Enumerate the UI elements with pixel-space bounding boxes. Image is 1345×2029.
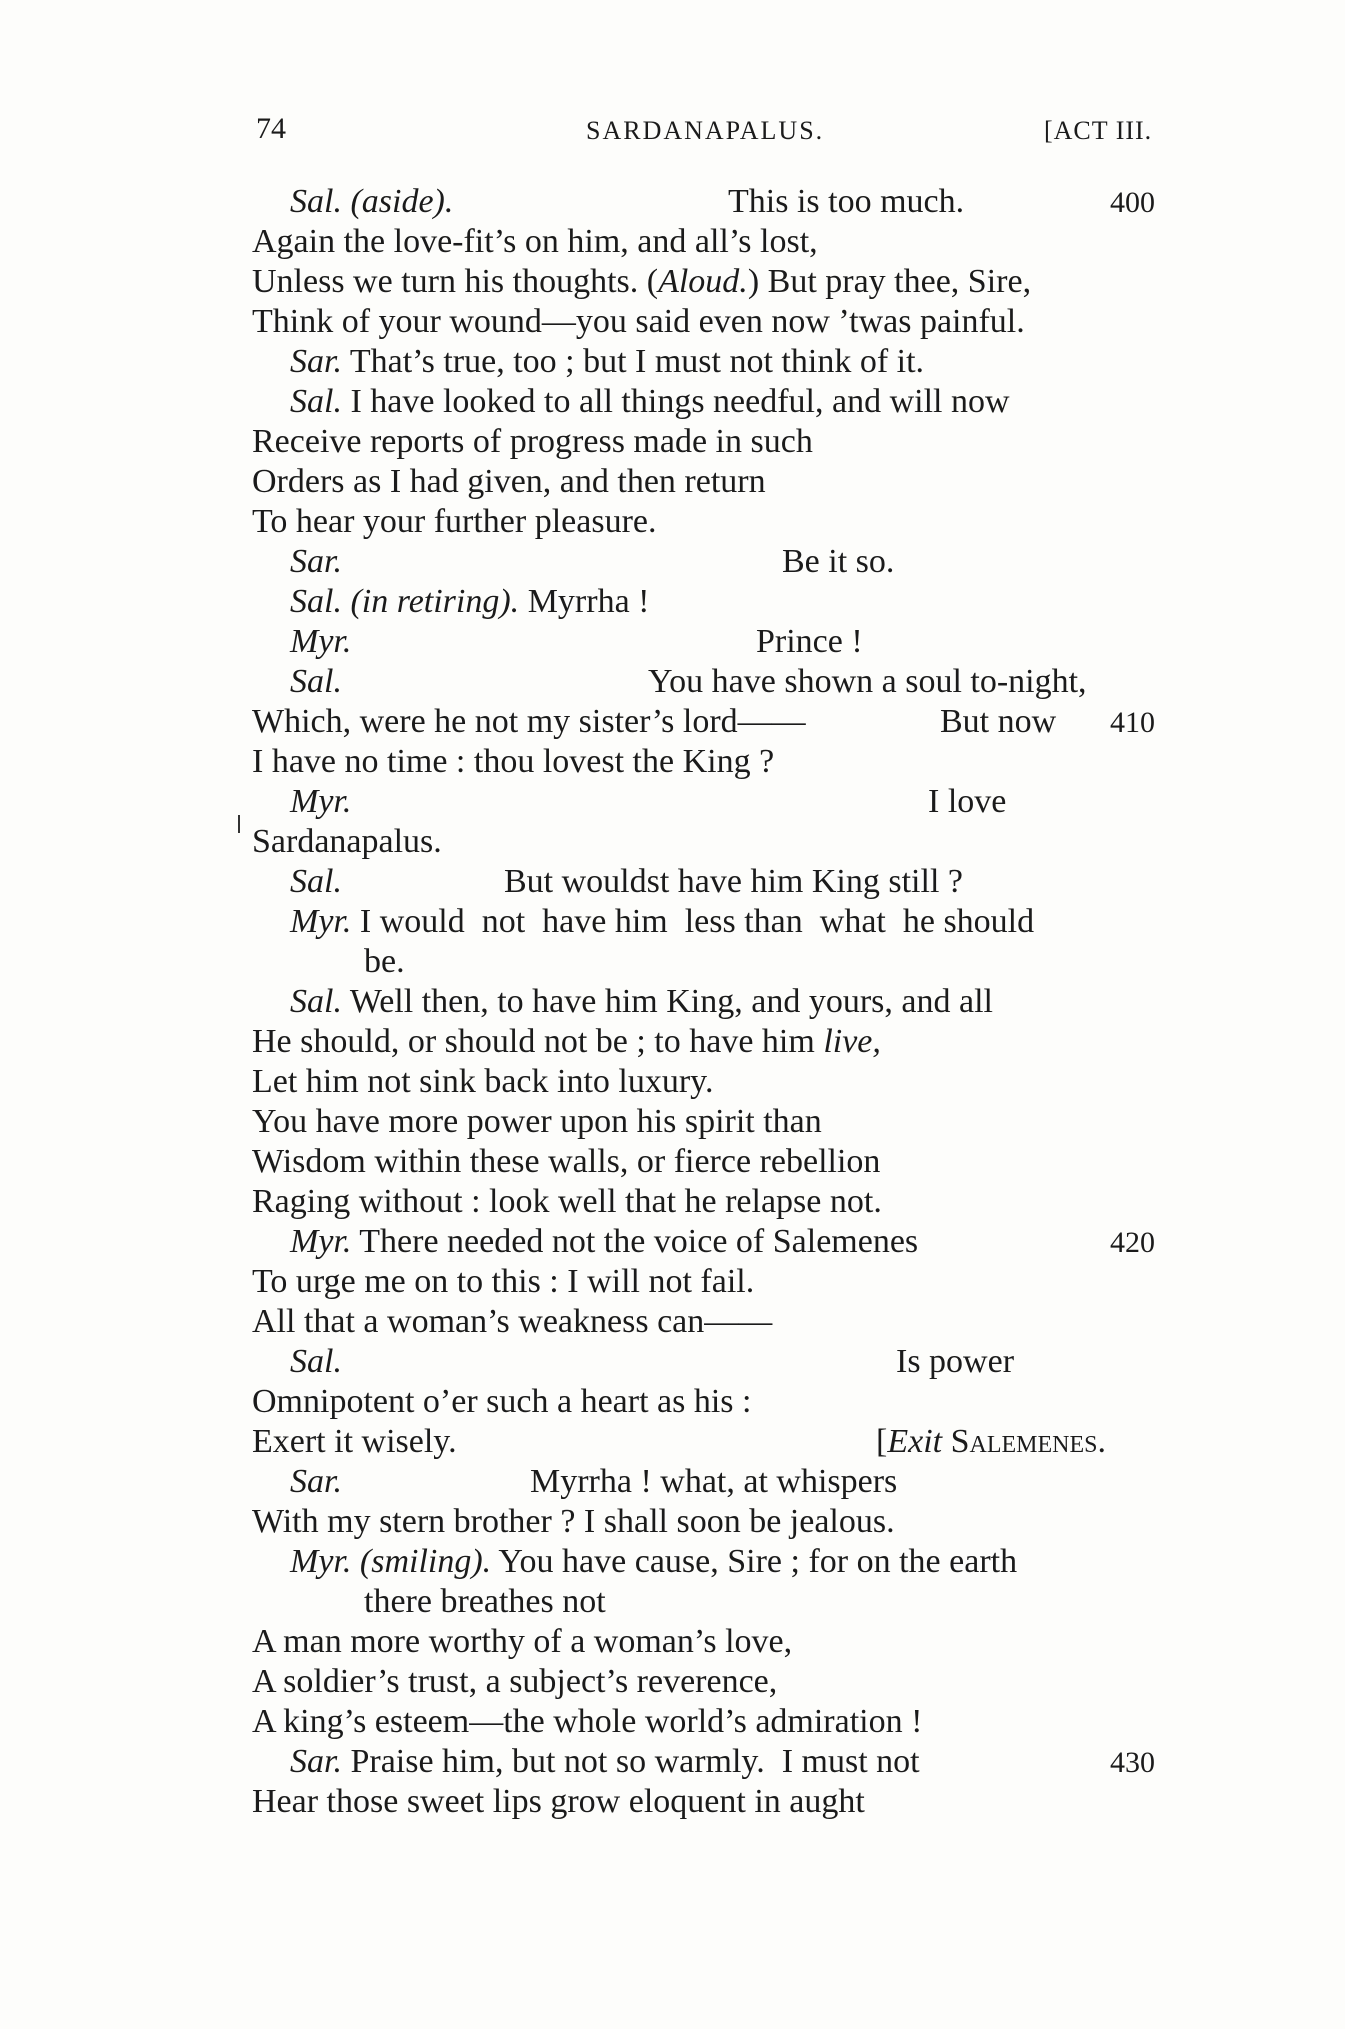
speaker-name: Sal. xyxy=(290,863,342,900)
speech-line: Sal. I have looked to all things needful, and will now xyxy=(290,383,1010,420)
verse-line: I have no time : thou lovest the King ? xyxy=(252,743,775,780)
speech-line: Myr. (smiling). You have cause, Sire ; for on the earth xyxy=(290,1543,1018,1580)
verse-line: But wouldst have him King still ? xyxy=(504,863,963,900)
verse-line: Orders as I had given, and then return xyxy=(252,463,766,500)
stage-direction: (aside). xyxy=(341,183,454,220)
verse-line: there breathes not xyxy=(364,1583,606,1620)
verse-line: Be it so. xyxy=(782,543,895,580)
speaker-name: Myr. xyxy=(290,623,352,660)
speaker-name: Myr. xyxy=(290,1223,352,1260)
verse-line: Wisdom within these walls, or fierce rebellion xyxy=(252,1143,881,1180)
speech-line xyxy=(290,182,453,222)
speaker-name: Sal. xyxy=(290,1343,342,1380)
speaker-name: Sar. xyxy=(290,543,342,580)
verse-line: Unless we turn his thoughts. (Aloud.) But pray thee, Sire, xyxy=(252,263,1032,300)
act-marker: [ACT III. xyxy=(1044,116,1153,145)
speaker-name: Sal. xyxy=(290,663,342,700)
speaker-name: Myr. xyxy=(290,903,352,940)
speech-line: Sar. Praise him, but not so warmly. I must not xyxy=(290,1743,920,1780)
speaker-name: Sar. xyxy=(290,1463,342,1500)
line-number: 430 xyxy=(1110,1746,1155,1779)
verse-line: I love xyxy=(928,783,1007,820)
verse-line: This is too much. xyxy=(728,183,965,220)
stage-direction: (in retiring). xyxy=(341,583,520,620)
page-number: 74 xyxy=(256,112,286,145)
verse-line: With my stern brother ? I shall soon be jealous. xyxy=(252,1503,895,1540)
speech-line: Myr. There needed not the voice of Salemenes xyxy=(290,1223,919,1260)
verse-line: Omnipotent o’er such a heart as his : xyxy=(252,1383,752,1420)
stage-direction: Aloud. xyxy=(658,263,748,300)
verse-line: Raging without : look well that he relapse not. xyxy=(252,1183,882,1220)
verse-line: All that a woman’s weakness can—— xyxy=(252,1303,773,1340)
speaker-name: Sar. xyxy=(290,343,342,380)
verse-line: He should, or should not be ; to have him live, xyxy=(252,1023,881,1060)
verse-line: Hear those sweet lips grow eloquent in aught xyxy=(252,1783,865,1820)
running-title: SARDANAPALUS. xyxy=(586,116,825,145)
line-number: 400 xyxy=(1110,186,1155,219)
verse-line: Receive reports of progress made in such xyxy=(252,423,813,460)
verse-line: Sardanapalus. xyxy=(252,823,442,860)
speaker-name: Myr. xyxy=(290,783,352,820)
speech-line: Sal. (in retiring). Myrrha ! xyxy=(290,583,650,620)
speaker-name: Sal. xyxy=(290,983,342,1020)
verse-line: To urge me on to this : I will not fail. xyxy=(252,1263,755,1300)
stage-direction: [Exit Salemenes. xyxy=(876,1423,1106,1460)
speaker-name: Sal. xyxy=(290,583,342,620)
speech-line: Sar. That’s true, too ; but I must not think of it. xyxy=(290,343,925,380)
verse-line: Think of your wound—you said even now ’twas painful. xyxy=(252,303,1025,340)
line-number: 410 xyxy=(1110,706,1155,739)
verse-line: Let him not sink back into luxury. xyxy=(252,1063,714,1100)
verse-line: Which, were he not my sister’s lord—— xyxy=(252,703,806,740)
verse-line: To hear your further pleasure. xyxy=(252,503,657,540)
line-number: 420 xyxy=(1110,1226,1155,1259)
speaker-name: Sal. xyxy=(290,183,342,220)
verse-line: A king’s esteem—the whole world’s admiration ! xyxy=(252,1703,923,1740)
verse-line: A man more worthy of a woman’s love, xyxy=(252,1623,793,1660)
speech-line: Myr. I would not have him less than what he should xyxy=(290,903,1035,940)
speaker-name: Sar. xyxy=(290,1743,342,1780)
verse-line: Again the love-fit’s on him, and all’s lost, xyxy=(252,223,818,260)
verse-line: Is power xyxy=(896,1343,1015,1380)
margin-mark xyxy=(238,815,240,833)
verse-line: A soldier’s trust, a subject’s reverence, xyxy=(252,1663,778,1700)
speech-line: Sal. Well then, to have him King, and yours, and all xyxy=(290,983,993,1020)
verse-line: be. xyxy=(364,943,405,980)
verse-line: You have shown a soul to-night, xyxy=(648,663,1087,700)
stage-direction: (smiling). xyxy=(351,1543,492,1580)
verse-line: But now xyxy=(940,703,1057,740)
verse-line: Myrrha ! what, at whispers xyxy=(530,1463,898,1500)
verse-line: You have more power upon his spirit than xyxy=(252,1103,822,1140)
speaker-name: Sal. xyxy=(290,383,342,420)
verse-line: Exert it wisely. xyxy=(252,1423,457,1460)
verse-line: Prince ! xyxy=(756,623,863,660)
speaker-name: Myr. xyxy=(290,1543,352,1580)
